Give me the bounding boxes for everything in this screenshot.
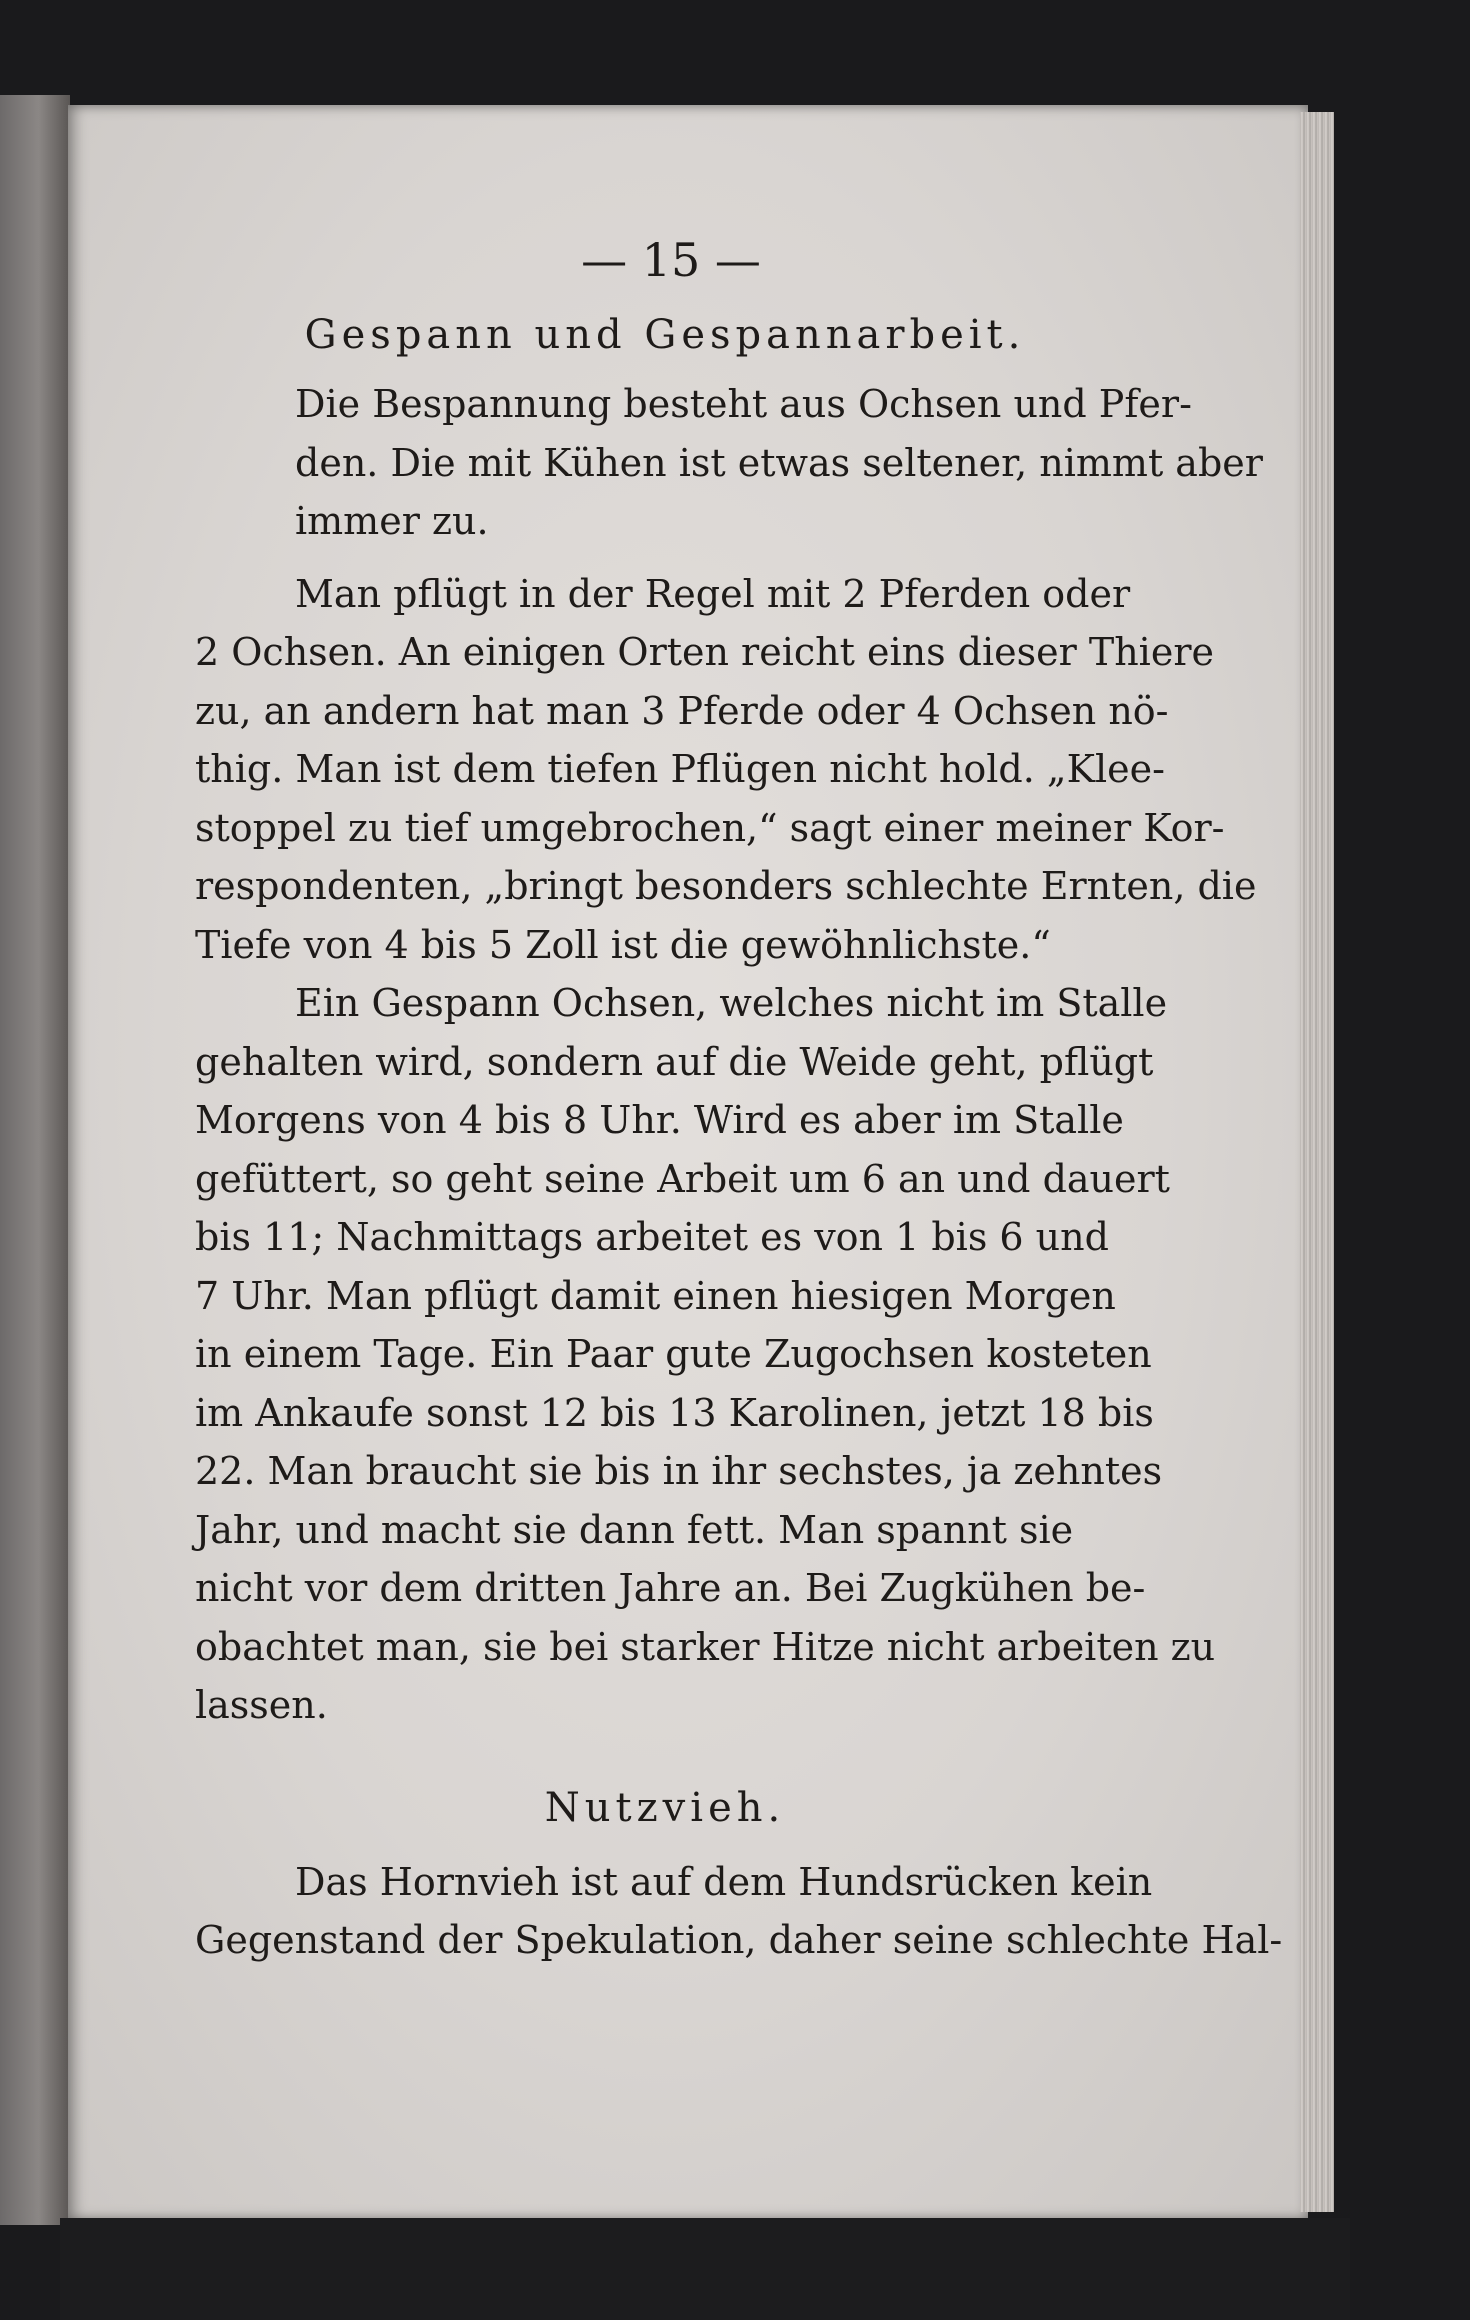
text-line: 2 Ochsen. An einigen Orten reicht eins dieser Thiere — [195, 630, 1214, 674]
text-line: gehalten wird, sondern auf die Weide geht, pflügt — [195, 1039, 1154, 1084]
text-line: den. Die mit Kühen ist etwas seltener, nimmt aber — [295, 440, 1263, 485]
text-line: Man pflügt in der Regel mit 2 Pferden oder — [295, 571, 1131, 616]
left-page-edge — [0, 95, 70, 2225]
text-line: Das Hornvieh ist auf dem Hundsrücken kein — [295, 1859, 1153, 1904]
page-stack-edges — [1300, 112, 1334, 2212]
page-text — [195, 225, 1283, 1970]
text-line: Die Bespannung besteht aus Ochsen und Pfer- — [295, 382, 1192, 426]
section-heading-gespann: Gespann und Gespannarbeit. — [304, 312, 1026, 358]
paragraph — [195, 565, 1257, 975]
page-number: — 15 — — [581, 233, 761, 287]
text-line: gefüttert, so geht seine Arbeit um 6 an und dauert — [195, 1156, 1170, 1201]
text-line: Morgens von 4 bis 8 Uhr. Wird es aber im Stalle — [195, 1098, 1124, 1142]
text-line: thig. Man ist dem tiefen Pflügen nicht hold. „Klee- — [195, 747, 1165, 791]
text-line: Jahr, und macht sie dann fett. Man spannt sie — [195, 1507, 1074, 1552]
text-line: nicht vor dem dritten Jahre an. Bei Zugkühen be- — [195, 1566, 1146, 1610]
text-line: 7 Uhr. Man pflügt damit einen hiesigen Morgen — [195, 1273, 1116, 1318]
text-line: stoppel zu tief umgebrochen,“ sagt einer meiner Kor- — [195, 805, 1225, 850]
section-heading-nutzvieh: Nutzvieh. — [544, 1784, 786, 1831]
paragraph — [195, 974, 1216, 1735]
bottom-background — [60, 2218, 1350, 2320]
text-line: in einem Tage. Ein Paar gute Zugochsen kosteten — [195, 1332, 1152, 1376]
paragraph — [195, 1853, 1283, 1970]
text-line: bis 11; Nachmittags arbeitet es von 1 bis 6 und — [195, 1215, 1109, 1259]
text-line: Gegenstand der Spekulation, daher seine schlechte Hal- — [195, 1918, 1283, 1962]
text-line: zu, an andern hat man 3 Pferde oder 4 Ochsen nö- — [195, 688, 1169, 733]
text-line: immer zu. — [295, 499, 489, 543]
text-line: lassen. — [195, 1683, 328, 1727]
text-line: respondenten, „bringt besonders schlechte Ernten, die — [195, 864, 1257, 908]
text-line: im Ankaufe sonst 12 bis 13 Karolinen, jetzt 18 bis — [195, 1390, 1154, 1435]
text-line: obachtet man, sie bei starker Hitze nicht arbeiten zu — [195, 1624, 1216, 1669]
paragraph — [195, 375, 1263, 551]
text-line: Tiefe von 4 bis 5 Zoll ist die gewöhnlichste.“ — [195, 922, 1051, 967]
text-line: 22. Man braucht sie bis in ihr sechstes, ja zehntes — [195, 1449, 1163, 1493]
text-line: Ein Gespann Ochsen, welches nicht im Stalle — [295, 981, 1168, 1025]
